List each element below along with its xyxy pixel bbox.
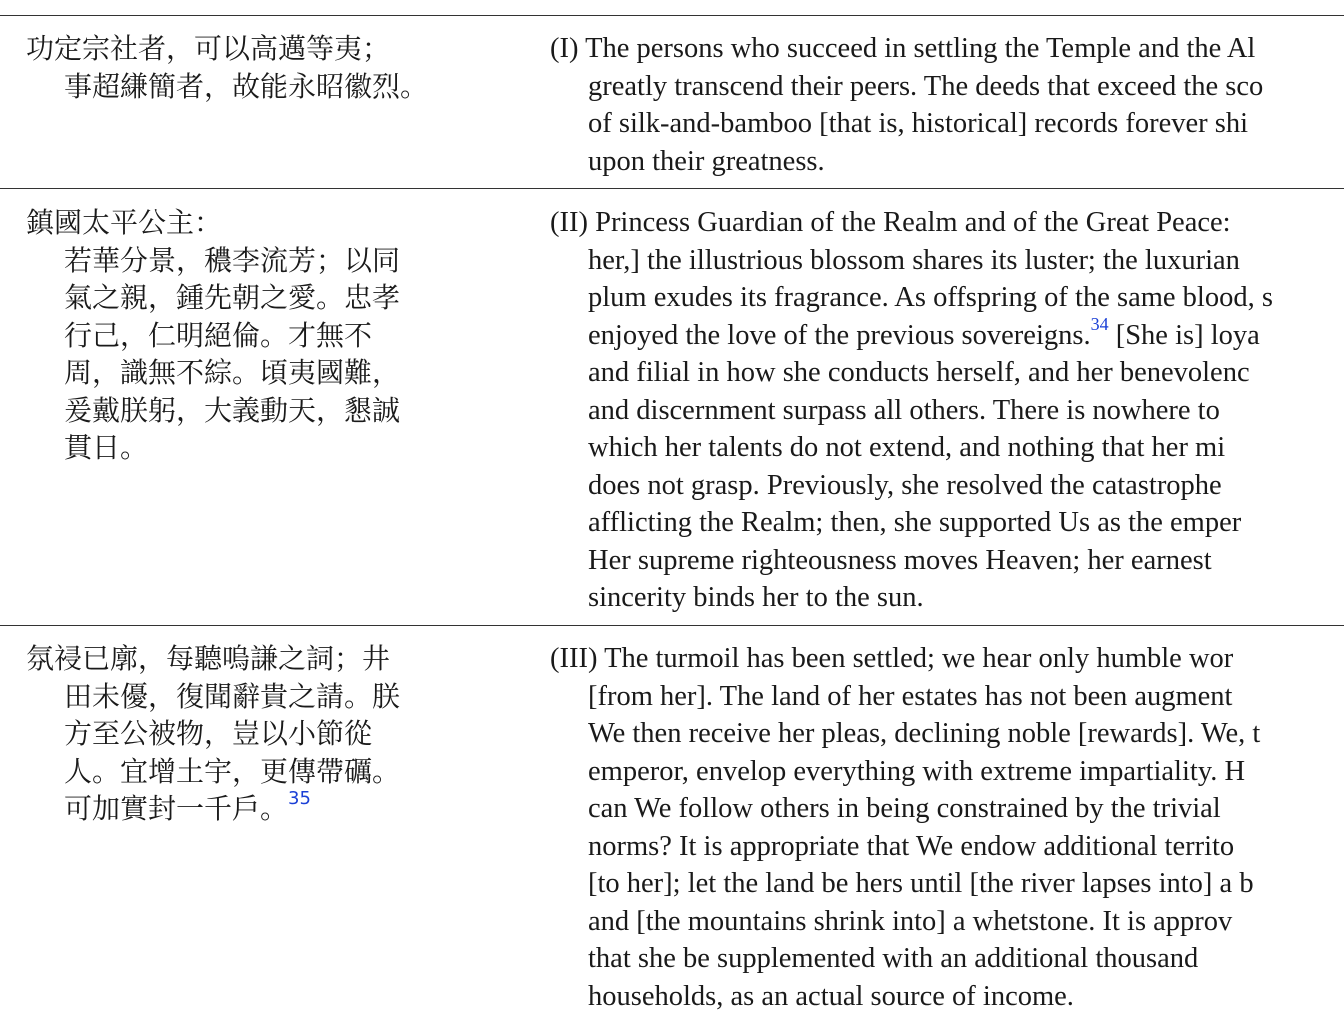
english-line: and discernment surpass all others. There is nowhere to — [588, 394, 1220, 426]
table-row — [0, 16, 1344, 188]
english-line: (I) The persons who succeed in settling the Temple and the Al — [550, 33, 1256, 64]
english-line: Her supreme righteousness moves Heaven; her earnest — [588, 544, 1212, 576]
english-line: afflicting the Realm; then, she supported Us as the emper — [588, 507, 1242, 538]
chinese-line: 功定宗社者，可以高邁等夷； — [26, 32, 391, 65]
english-line: does not grasp. Previously, she resolved the catastrophe — [588, 469, 1222, 501]
english-line: greatly transcend their peers. The deeds that exceed the sco — [588, 70, 1264, 102]
chinese-line: 方至公被物，豈以小節從 — [64, 717, 373, 750]
english-line: households, as an actual source of income. — [588, 980, 1074, 1012]
footnote-link[interactable]: 34 — [1090, 313, 1109, 334]
chinese-line: 爰戴朕躬，大義動天，懇誠 — [64, 393, 401, 427]
english-line: (II) Princess Guardian of the Realm and of the Great Peace: — [550, 207, 1231, 238]
english-line: emperor, envelop everything with extreme impartiality. H — [588, 755, 1246, 787]
english-line: upon their greatness. — [588, 145, 825, 177]
english-translation-cell — [550, 640, 1344, 1015]
chinese-line-text: 可加實封一千戶。 — [64, 792, 289, 825]
english-translation-cell — [550, 204, 1344, 617]
english-translation-cell — [550, 30, 1344, 180]
cut-off-header — [0, 0, 1344, 16]
english-line: which her talents do not extend, and nothing that her mi — [588, 432, 1226, 463]
table-row — [0, 189, 1344, 625]
chinese-line: 鎮國太平公主： — [26, 206, 223, 239]
english-line: sincerity binds her to the sun. — [588, 582, 924, 613]
english-line: and filial in how she conducts herself, and her benevolenc — [588, 357, 1250, 388]
english-line-text: [She is] loya — [1108, 319, 1260, 351]
table-row — [0, 626, 1344, 1018]
english-line: (III) The turmoil has been settled; we hear only humble wor — [550, 643, 1234, 674]
chinese-text-cell — [26, 30, 466, 105]
chinese-line: 行己，仁明絕倫。才無不 — [64, 318, 373, 352]
english-line: plum exudes its fragrance. As offspring of the same blood, s — [588, 282, 1273, 313]
english-line: that she be supplemented with an additional thousand — [588, 943, 1199, 974]
footnote-link[interactable]: 35 — [288, 788, 311, 809]
chinese-line: 田未優，復聞辭貴之請。朕 — [64, 679, 401, 713]
chinese-text-cell — [26, 204, 466, 467]
chinese-line: 若華分景，穠李流芳；以同 — [64, 243, 401, 277]
english-line: [to her]; let the land be hers until [the river lapses into] a b — [588, 868, 1254, 899]
chinese-line: 氛祲已廓，每聽嗚謙之詞；井 — [26, 642, 391, 675]
english-line: her,] the illustrious blossom shares its luster; the luxurian — [588, 244, 1240, 276]
chinese-line: 事超縑簡者，故能永昭徽烈。 — [64, 69, 429, 103]
english-line: and [the mountains shrink into] a whetstone. It is approv — [588, 905, 1233, 937]
english-line: can We follow others in being constrained by the trivial — [588, 793, 1221, 824]
chinese-line — [26, 790, 466, 828]
chinese-line: 貫日。 — [64, 431, 149, 464]
english-line — [550, 313, 1344, 355]
english-line: norms? It is appropriate that We endow additional territo — [588, 830, 1235, 862]
english-line: [from her]. The land of her estates has not been augment — [588, 680, 1233, 712]
chinese-line: 周，識無不綜。頃夷國難， — [64, 356, 401, 389]
chinese-text-cell — [26, 640, 466, 828]
english-line: We then receive her pleas, declining noble [rewards]. We, t — [588, 718, 1261, 749]
chinese-line: 人。宜增土宇，更傳帶礪。 — [64, 754, 401, 788]
english-line-text: enjoyed the love of the previous sovereigns. — [588, 319, 1091, 351]
chinese-line: 氣之親，鍾先朝之愛。忠孝 — [64, 281, 401, 314]
english-line: of silk-and-bamboo [that is, historical] records forever shi — [588, 108, 1249, 139]
